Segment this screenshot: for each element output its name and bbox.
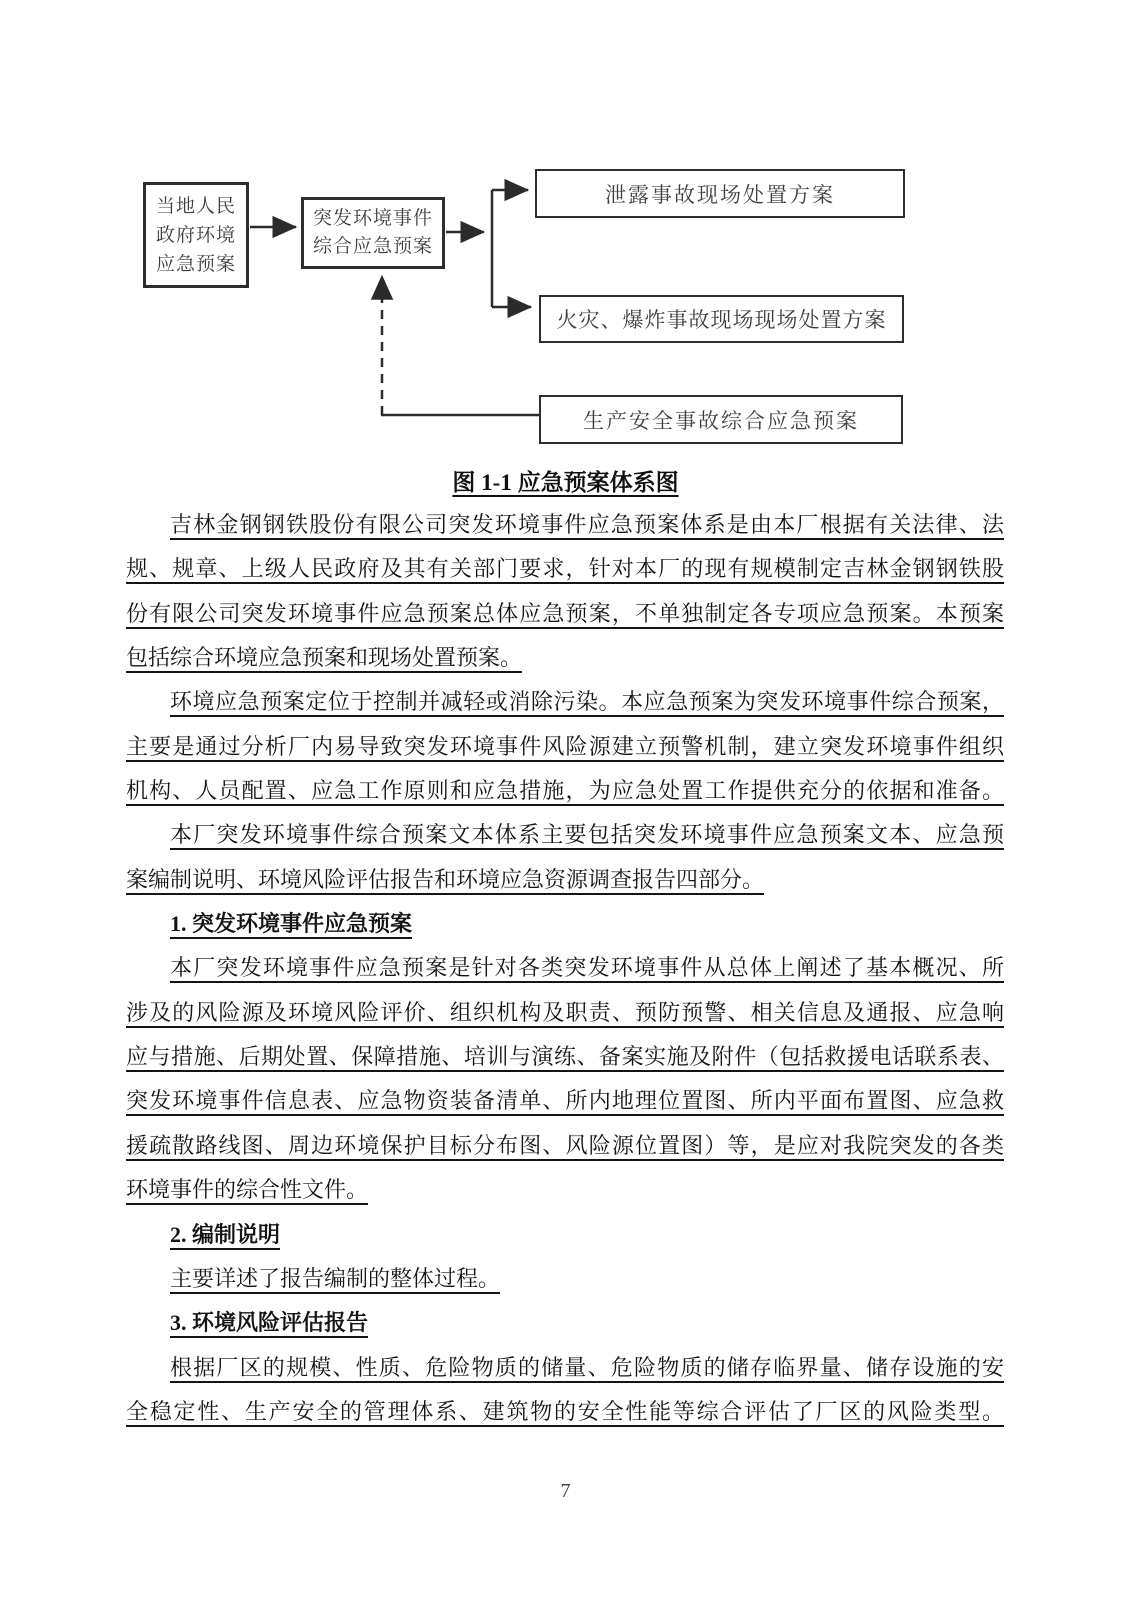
- text-line: 主要是通过分析厂内易导致突发环境事件风险源建立预警机制，建立突发环境事件组织: [126, 733, 1004, 759]
- page-number: 7: [560, 1480, 571, 1502]
- text-line: 份有限公司突发环境事件应急预案总体应急预案，不单独制定各专项应急预案。本预案: [126, 600, 1004, 626]
- text-line: 环境应急预案定位于控制并减轻或消除污染。本应急预案为突发环境事件综合预案，: [170, 689, 1004, 715]
- text-line: 全稳定性、生产安全的管理体系、建筑物的安全性能等综合评估了厂区的风险类型。: [126, 1398, 1004, 1424]
- text-line: 案编制说明、环境风险评估报告和环境应急资源调查报告四部分。: [126, 866, 765, 892]
- body-text: [126, 503, 1004, 1434]
- node-leak-response-plan: [535, 169, 905, 218]
- text-line: 主要详述了报告编制的整体过程。: [170, 1265, 501, 1291]
- section-heading-2: 2. 编制说明: [170, 1221, 281, 1247]
- section-heading-3: 3. 环境风险评估报告: [170, 1310, 369, 1336]
- flowchart: [0, 0, 1131, 470]
- node-comprehensive-plan: [301, 197, 445, 269]
- node-text-line: 政府环境: [155, 224, 236, 246]
- text-line: 规、规章、上级人民政府及其有关部门要求，针对本厂的现有规模制定吉林金钢钢铁股: [126, 556, 1004, 582]
- text-line: 本厂突发环境事件综合预案文本体系主要包括突发环境事件应急预案文本、应急预: [170, 822, 1004, 848]
- node-text-line: 当地人民: [155, 195, 236, 217]
- node-fire-explosion-plan: [539, 295, 904, 343]
- figure-caption: 图 1-1 应急预案体系图: [452, 470, 679, 495]
- text-line: 根据厂区的规模、性质、危险物质的储量、危险物质的储存临界量、储存设施的安: [170, 1354, 1004, 1380]
- node-text-line: 应急预案: [155, 253, 236, 275]
- section-heading-1: 1. 突发环境事件应急预案: [170, 911, 413, 937]
- text-line: 突发环境事件信息表、应急物资装备清单、所内地理位置图、所内平面布置图、应急救: [126, 1088, 1004, 1114]
- text-line: 涉及的风险源及环境风险评价、组织机构及职责、预防预警、相关信息及通报、应急响: [126, 999, 1004, 1025]
- node-text-line: 泄露事故现场处置方案: [605, 182, 835, 207]
- node-text-line: 综合应急预案: [312, 236, 433, 257]
- text-line: 援疏散路线图、周边环境保护目标分布图、风险源位置图）等，是应对我院突发的各类: [126, 1132, 1004, 1158]
- node-text-line: 火灾、爆炸事故现场现场处置方案: [556, 308, 887, 332]
- text-line: 环境事件的综合性文件。: [126, 1177, 369, 1203]
- text-line: 应与措施、后期处置、保障措施、培训与演练、备案实施及附件（包括救援电话联系表、: [126, 1044, 1004, 1070]
- node-text-line: 突发环境事件: [312, 208, 433, 229]
- text-line: 吉林金钢钢铁股份有限公司突发环境事件应急预案体系是由本厂根据有关法律、法: [170, 512, 1004, 537]
- text-line: 本厂突发环境事件应急预案是针对各类突发环境事件从总体上阐述了基本概况、所: [170, 955, 1004, 981]
- text-line: 机构、人员配置、应急工作原则和应急措施，为应急处置工作提供充分的依据和准备。: [126, 778, 1004, 804]
- node-text-line: 生产安全事故综合应急预案: [583, 408, 859, 433]
- text-line: 包括综合环境应急预案和现场处置预案。: [126, 645, 523, 671]
- node-local-government-plan: [143, 182, 249, 288]
- node-production-safety-plan: [539, 395, 903, 444]
